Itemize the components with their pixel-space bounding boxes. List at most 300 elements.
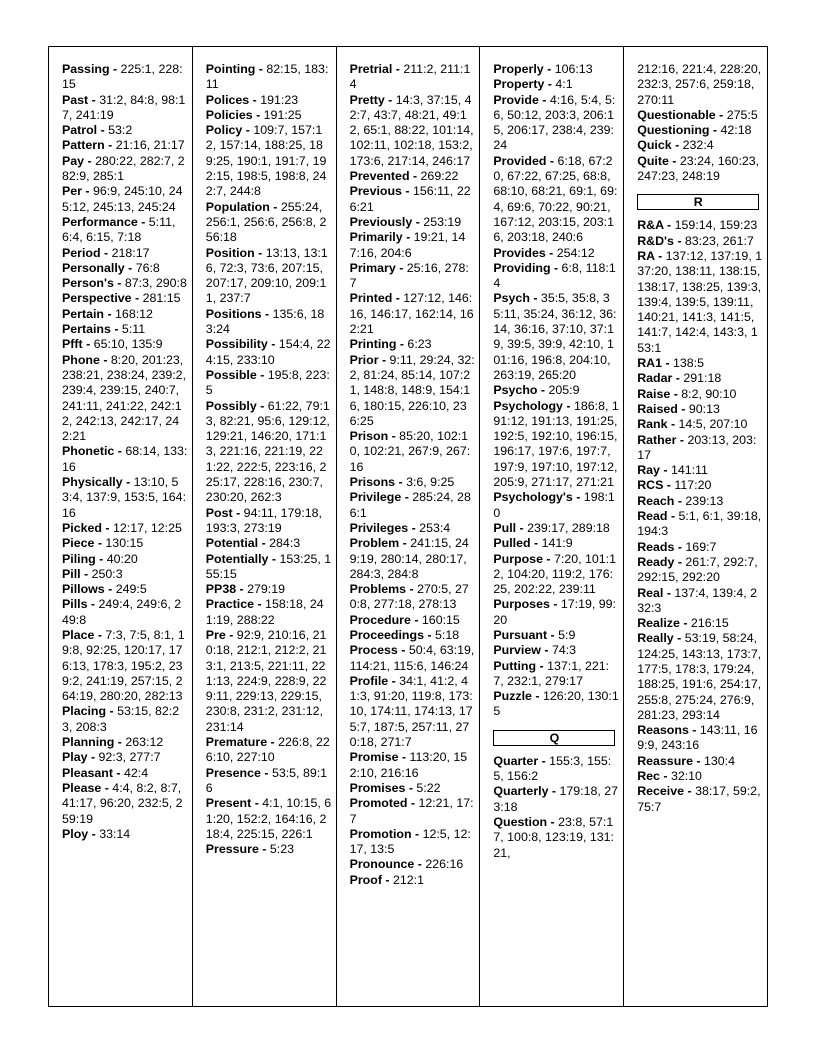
index-entry — [62, 781, 188, 827]
index-refs: 126:20, 130:15 — [493, 689, 619, 719]
index-refs: 92:9, 210:16, 210:18, 212:1, 212:2, 213:1, 213:5, 221:11, 221:13, 224:9, 228:9, 229:11, 229:13, 229:15, 230:8, 231:2, 231:12, 231:14 — [205, 627, 327, 734]
index-term: RA1 — [637, 356, 662, 371]
index-term: Pattern — [62, 138, 105, 153]
index-term: Purposes — [493, 597, 550, 612]
index-separator: - — [654, 248, 666, 263]
index-term: Pay — [62, 153, 85, 168]
index-term: Provide — [493, 92, 539, 107]
index-separator: - — [544, 77, 556, 92]
index-term: Possibly — [205, 398, 257, 413]
index-entry — [493, 643, 619, 658]
index-refs: 253:19 — [423, 214, 462, 229]
index-entry — [62, 93, 188, 124]
index-separator: - — [100, 245, 112, 260]
index-entry — [350, 750, 476, 781]
index-entry — [350, 169, 476, 184]
index-separator: - — [670, 386, 682, 401]
index-entry — [350, 674, 476, 750]
index-separator: - — [252, 107, 264, 122]
index-term: Rec — [637, 769, 660, 784]
index-separator: - — [540, 643, 552, 658]
index-refs: 137:4, 139:4, 232:3 — [637, 585, 758, 615]
index-refs: 203:13, 203:17 — [637, 432, 757, 462]
index-separator: - — [399, 536, 411, 551]
index-refs: 141:11 — [670, 463, 708, 478]
index-refs: 6:23 — [407, 337, 432, 352]
index-term: Physically — [62, 475, 123, 490]
index-term: Psychology — [493, 398, 563, 413]
index-refs: 249:5 — [115, 582, 147, 597]
index-separator: - — [398, 750, 410, 765]
index-separator: - — [673, 631, 685, 646]
index-separator: - — [412, 214, 424, 229]
index-term: Property — [493, 77, 545, 92]
index-separator: - — [674, 493, 686, 508]
index-term: R&A — [637, 218, 664, 233]
index-term: Possible — [205, 367, 257, 382]
index-refs: 250:3 — [91, 566, 123, 581]
index-refs: 281:15 — [142, 291, 181, 306]
index-separator: - — [80, 566, 92, 581]
index-term: Proof — [349, 872, 382, 887]
index-entry — [350, 490, 476, 521]
index-entry — [62, 337, 188, 352]
index-refs: 143:11, 169:9, 243:16 — [637, 723, 758, 753]
index-refs: 130:15 — [105, 536, 144, 551]
index-refs: 249:4, 249:6, 249:8 — [62, 597, 182, 627]
index-entry — [637, 138, 763, 153]
index-entry — [493, 77, 619, 92]
index-separator: - — [225, 627, 237, 642]
index-separator: - — [401, 490, 413, 505]
index-refs: 4:4, 8:2, 8:7, 41:17, 96:20, 232:5, 259:19 — [62, 780, 183, 826]
index-separator: - — [378, 352, 390, 367]
index-term: Question — [493, 814, 548, 829]
index-entry — [493, 689, 619, 720]
index-separator: - — [269, 199, 281, 214]
index-entry — [350, 873, 476, 888]
index-separator: - — [106, 704, 118, 719]
index-entry — [206, 108, 332, 123]
index-entry — [62, 154, 188, 185]
index-separator: - — [530, 536, 542, 551]
index-entry — [637, 154, 763, 185]
index-term: Quarterly — [493, 784, 549, 799]
index-refs: 285:24, 286:1 — [349, 490, 471, 520]
index-separator: - — [667, 509, 679, 524]
index-refs: 74:3 — [551, 643, 577, 658]
index-refs: 195:8, 223:5 — [205, 367, 330, 398]
index-term: Ray — [637, 463, 660, 478]
index-refs: 155:3, 155:5, 156:2 — [493, 753, 612, 784]
index-refs: 127:12, 146:16, 146:17, 162:14, 162:21 — [349, 291, 474, 337]
index-refs: 153:25, 155:15 — [205, 551, 332, 581]
index-entry — [350, 781, 476, 796]
index-refs: 263:12 — [125, 735, 164, 750]
index-entry — [206, 796, 332, 842]
index-term: Prior — [349, 352, 379, 367]
index-term: Really — [637, 631, 674, 646]
index-entry — [637, 123, 763, 138]
index-entry — [637, 402, 763, 417]
index-term: Presence — [205, 765, 261, 780]
index-refs: 253:4 — [419, 520, 451, 535]
index-separator: - — [396, 337, 408, 352]
index-separator: - — [538, 753, 550, 768]
index-separator: - — [545, 245, 557, 260]
index-separator: - — [672, 371, 684, 386]
index-entry — [62, 184, 188, 215]
index-separator: - — [131, 291, 143, 306]
index-separator: - — [677, 401, 689, 416]
index-term: Radar — [637, 371, 673, 386]
index-term: Properly — [493, 62, 544, 76]
index-entry — [350, 536, 476, 582]
index-refs: 141:9 — [541, 536, 573, 551]
index-separator: - — [384, 92, 396, 107]
index-refs: 21:16, 21:17 — [115, 138, 185, 153]
index-refs: 205:9 — [548, 383, 580, 398]
index-entry — [350, 857, 476, 872]
index-term: Prevented — [349, 169, 410, 184]
index-refs: 35:5, 35:8, 35:11, 35:24, 36:12, 36:14, 36:16, 37:10, 37:19, 39:5, 39:9, 42:10, 101:16, 196:8, 204:10, 263:19, 265:20 — [493, 291, 617, 382]
index-term: Picked — [62, 520, 102, 535]
index-entry — [637, 218, 763, 233]
index-entry — [206, 337, 332, 368]
index-term: Potentially — [205, 551, 269, 566]
index-refs: 158:18, 241:19, 288:22 — [205, 597, 324, 627]
index-refs: 117:20 — [674, 478, 712, 493]
index-entry — [350, 475, 476, 490]
index-entry — [637, 234, 763, 249]
index-separator: - — [124, 260, 136, 275]
index-separator: - — [258, 536, 270, 551]
index-term: Possibility — [205, 337, 268, 352]
index-term: Psych — [493, 291, 530, 306]
index-separator: - — [392, 62, 404, 76]
index-separator: - — [242, 123, 254, 138]
index-refs: 232:4 — [682, 138, 714, 153]
index-term: Per — [62, 184, 82, 199]
index-entry — [62, 444, 188, 475]
index-term: Pre — [205, 627, 226, 642]
index-separator: - — [542, 551, 554, 566]
index-entry — [637, 540, 763, 555]
index-entry — [350, 582, 476, 613]
index-separator: - — [715, 107, 727, 122]
index-term: Purview — [493, 643, 541, 658]
index-refs: 9:11, 29:24, 32:2, 81:24, 85:14, 107:21, 148:8, 148:9, 154:16, 180:15, 226:10, 236:25 — [349, 352, 475, 428]
index-refs: 225:1, 228:15 — [62, 62, 183, 92]
index-entry — [493, 628, 619, 643]
index-entry — [493, 784, 619, 815]
index-entry — [637, 494, 763, 509]
index-entry — [62, 536, 188, 551]
index-refs: 191:25 — [263, 107, 302, 122]
index-separator: - — [267, 337, 279, 352]
index-refs: 284:3 — [269, 536, 301, 551]
index-term: Problems — [349, 582, 407, 597]
index-term: Rather — [637, 432, 677, 447]
index-separator: - — [88, 826, 100, 841]
index-refs: 270:5, 270:8, 277:18, 278:13 — [349, 582, 469, 612]
index-entry — [206, 307, 332, 338]
index-separator: - — [572, 490, 584, 505]
index-separator: - — [516, 520, 528, 535]
index-separator: - — [261, 306, 273, 321]
index-entry — [350, 184, 476, 215]
index-refs: 32:10 — [670, 769, 702, 784]
index-term: Promises — [349, 780, 406, 795]
index-separator: - — [392, 291, 404, 306]
index-separator: - — [659, 463, 671, 478]
index-refs: 42:4 — [123, 765, 149, 780]
index-refs: 38:17, 59:2, 75:7 — [637, 784, 761, 814]
index-refs: 83:23, 261:7 — [684, 233, 754, 248]
index-separator: - — [112, 765, 124, 780]
index-term: Pill — [62, 566, 81, 581]
index-entry — [493, 754, 619, 785]
index-entry — [62, 62, 188, 93]
index-refs: 4:1 — [555, 77, 573, 92]
index-refs: 198:10 — [493, 490, 615, 520]
index-separator: - — [267, 735, 279, 750]
index-separator: - — [402, 230, 414, 245]
index-refs: 50:4, 63:19, 114:21, 115:6, 146:24 — [349, 643, 475, 673]
index-separator: - — [407, 796, 419, 811]
index-entry — [62, 475, 188, 521]
index-entry — [206, 506, 332, 537]
index-term: Providing — [493, 260, 551, 275]
index-refs: 169:7 — [685, 539, 717, 554]
index-separator: - — [674, 539, 686, 554]
index-refs: 6:18, 67:20, 67:22, 67:25, 68:8, 68:10, 68:21, 69:1, 69:4, 69:6, 70:22, 90:21, 167:12, 203:15, 203:16, 203:18, 240:6 — [493, 153, 618, 245]
index-term: Pretrial — [349, 62, 393, 76]
index-column-4 — [480, 47, 624, 1006]
index-separator: - — [260, 765, 272, 780]
index-separator: - — [529, 291, 541, 306]
index-term: Previously — [349, 214, 413, 229]
index-term: Policy — [205, 123, 243, 138]
index-separator: - — [97, 123, 109, 138]
index-term: Provides — [493, 245, 546, 260]
index-entry — [637, 509, 763, 540]
index-entry — [637, 754, 763, 769]
index-column-2 — [193, 47, 337, 1006]
index-entry — [350, 796, 476, 827]
section-letter-heading: Q — [493, 730, 615, 746]
index-refs: 186:8, 191:12, 191:13, 191:25, 192:5, 192:10, 196:15, 196:17, 197:6, 197:7, 197:9, 197:10, 197:12, 205:9, 271:17, 271:21 — [493, 398, 619, 490]
index-refs: 85:20, 102:10, 102:21, 267:9, 267:16 — [349, 429, 471, 474]
index-separator: - — [684, 784, 696, 799]
index-separator: - — [668, 153, 680, 168]
index-separator: - — [679, 616, 691, 631]
index-entry — [62, 552, 188, 567]
index-term: Perspective — [62, 291, 132, 306]
index-term: Quite — [637, 153, 669, 168]
index-refs: 106:13 — [554, 62, 593, 76]
index-refs: 23:24, 160:23, 247:23, 248:19 — [637, 153, 760, 184]
index-entry — [206, 246, 332, 307]
index-term: Realize — [637, 616, 680, 631]
index-term: Reasons — [637, 723, 689, 738]
index-entry — [62, 307, 188, 322]
index-entry — [493, 597, 619, 628]
index-refs: 25:16, 278:7 — [349, 260, 469, 291]
index-term: Quick — [637, 138, 672, 153]
index-refs: 226:8, 226:10, 227:10 — [205, 735, 330, 765]
index-refs: 90:13 — [688, 401, 720, 416]
index-term: Read — [637, 509, 668, 524]
index-refs: 137:1, 221:7, 232:1, 279:17 — [493, 658, 610, 688]
index-refs: 4:16, 5:4, 5:6, 50:12, 203:3, 206:15, 206:17, 238:4, 239:24 — [493, 92, 616, 153]
index-term: Pleasant — [62, 765, 113, 780]
index-term: RA — [637, 248, 655, 263]
index-separator: - — [692, 753, 704, 768]
index-separator: - — [99, 352, 111, 367]
index-term: Pretty — [349, 92, 385, 107]
index-refs: 53:2 — [108, 123, 133, 138]
index-entry — [637, 586, 763, 617]
index-term: Person's — [62, 276, 114, 291]
index-entry — [206, 368, 332, 399]
index-separator: - — [423, 627, 435, 642]
index-entry — [206, 597, 332, 628]
index-entry — [637, 769, 763, 784]
index-term: Patrol — [62, 123, 98, 138]
index-separator: - — [95, 551, 107, 566]
index-refs: 12:21, 17:7 — [349, 796, 474, 826]
index-term: Privilege — [349, 490, 402, 505]
index-term: Passing — [62, 62, 110, 76]
index-entry — [637, 387, 763, 402]
index-separator: - — [104, 306, 116, 321]
index-term: Ready — [637, 554, 675, 569]
index-separator: - — [236, 582, 248, 597]
index-entry — [637, 555, 763, 586]
index-term: Ploy — [62, 826, 89, 841]
index-refs: 34:1, 41:2, 41:3, 91:20, 119:8, 173:10, 174:11, 174:13, 175:7, 187:5, 257:11, 270:18, 271:7 — [349, 673, 473, 750]
index-refs: 159:14, 159:23 — [674, 218, 758, 233]
index-entry — [493, 521, 619, 536]
index-entry — [62, 704, 188, 735]
index-refs: 31:2, 84:8, 98:17, 241:19 — [62, 92, 186, 122]
index-separator: - — [122, 475, 134, 490]
index-separator: - — [94, 627, 106, 642]
index-refs: 179:18, 273:18 — [493, 784, 619, 814]
index-term: Real — [637, 585, 664, 600]
index-refs: 53:19, 58:24, 124:25, 143:13, 173:7, 177:5, 178:3, 179:24, 188:25, 191:6, 254:17, 255:8, 275:24, 276:9, 281:23, 293:14 — [637, 631, 762, 722]
index-entry — [637, 616, 763, 631]
index-refs: 42:18 — [720, 123, 752, 138]
index-term: Piling — [62, 551, 96, 566]
index-separator: - — [110, 322, 122, 337]
index-entry — [62, 353, 188, 445]
index-refs: 12:17, 12:25 — [112, 520, 182, 535]
index-separator: - — [688, 723, 700, 738]
index-term: Reassure — [637, 753, 693, 768]
index-term: Questionable — [637, 107, 716, 122]
index-separator: - — [397, 643, 409, 658]
index-separator: - — [381, 872, 393, 887]
index-refs: 68:14, 133:16 — [62, 444, 188, 474]
index-separator: - — [251, 796, 263, 811]
index-separator: - — [671, 138, 683, 153]
index-separator: - — [395, 260, 407, 275]
index-term: Pertain — [62, 306, 105, 321]
index-refs: 154:4, 224:15, 233:10 — [205, 337, 331, 367]
index-separator: - — [663, 478, 675, 493]
index-refs: 82:15, 183:11 — [205, 62, 329, 92]
index-term: Psychology's — [493, 490, 573, 505]
index-separator: - — [401, 184, 413, 199]
index-entry — [493, 383, 619, 398]
index-entry — [637, 249, 763, 356]
index-term: Pfft — [62, 337, 83, 352]
index-entry — [62, 291, 188, 306]
index-entry — [350, 261, 476, 292]
index-separator: - — [82, 337, 94, 352]
index-entry — [62, 138, 188, 153]
index-term: Provided — [493, 153, 547, 168]
index-refs: 269:22 — [420, 169, 459, 184]
index-term: Profile — [349, 673, 389, 688]
index-refs: 239:13 — [685, 493, 724, 508]
index-term: Receive — [637, 784, 685, 799]
index-term: Problem — [349, 536, 400, 551]
index-refs: 5:22 — [416, 780, 441, 795]
index-refs: 254:12 — [556, 245, 595, 260]
index-refs: 109:7, 157:12, 157:14, 188:25, 189:25, 190:1, 191:7, 192:15, 198:5, 198:8, 242:7, 244:8 — [205, 123, 327, 199]
index-term: Pills — [62, 597, 88, 612]
index-refs: 7:20, 101:12, 104:20, 119:2, 176:25, 202:22, 239:11 — [493, 551, 616, 597]
index-separator: - — [84, 153, 96, 168]
index-refs: 5:23 — [269, 842, 294, 857]
index-separator: - — [113, 276, 125, 291]
index-term: Purpose — [493, 551, 543, 566]
index-separator: - — [254, 597, 266, 612]
index-term: Promotion — [349, 826, 412, 841]
index-refs: 76:8 — [135, 260, 160, 275]
index-term: Raised — [637, 401, 678, 416]
index-term: Pulled — [493, 536, 531, 551]
index-refs: 138:5 — [673, 356, 705, 371]
index-refs: 5:1, 6:1, 39:18, 194:3 — [637, 509, 762, 539]
index-term: Pillows — [62, 582, 105, 597]
index-column-5 — [624, 47, 767, 1006]
index-refs: 13:13, 13:16, 72:3, 73:6, 207:15, 207:17, 209:10, 209:11, 237:7 — [205, 245, 328, 306]
index-refs: 137:12, 137:19, 137:20, 138:11, 138:15, 138:17, 138:25, 139:3, 139:4, 139:5, 139:11, 140:21, 141:3, 141:5, 141:7, 142:4, 143:3, 153:1 — [637, 248, 763, 355]
index-refs: 168:12 — [115, 306, 153, 321]
index-entry — [350, 643, 476, 674]
index-term: Previous — [349, 184, 402, 199]
index-term: Period — [62, 245, 101, 260]
index-term: Primarily — [349, 230, 403, 245]
index-refs: 4:1, 10:15, 61:20, 152:2, 164:16, 218:4, 225:15, 226:1 — [205, 796, 332, 841]
index-term: Rank — [637, 417, 668, 432]
index-entry — [493, 246, 619, 261]
index-refs: 61:22, 79:13, 82:21, 95:6, 129:12, 129:21, 146:20, 171:13, 221:16, 221:19, 221:22, 222:5, 223:16, 225:17, 228:16, 230:7, 230:20, 262:3 — [205, 398, 330, 505]
index-entry — [637, 723, 763, 754]
index-entry — [493, 659, 619, 690]
index-entry — [637, 417, 763, 432]
index-refs: 5:18 — [434, 627, 460, 642]
index-refs: 261:7, 292:7, 292:15, 292:20 — [637, 554, 758, 585]
index-separator: - — [109, 62, 121, 76]
index-refs: 13:10, 53:4, 137:9, 153:5, 164:16 — [62, 475, 187, 520]
index-entry — [493, 93, 619, 154]
index-separator: - — [258, 842, 270, 857]
